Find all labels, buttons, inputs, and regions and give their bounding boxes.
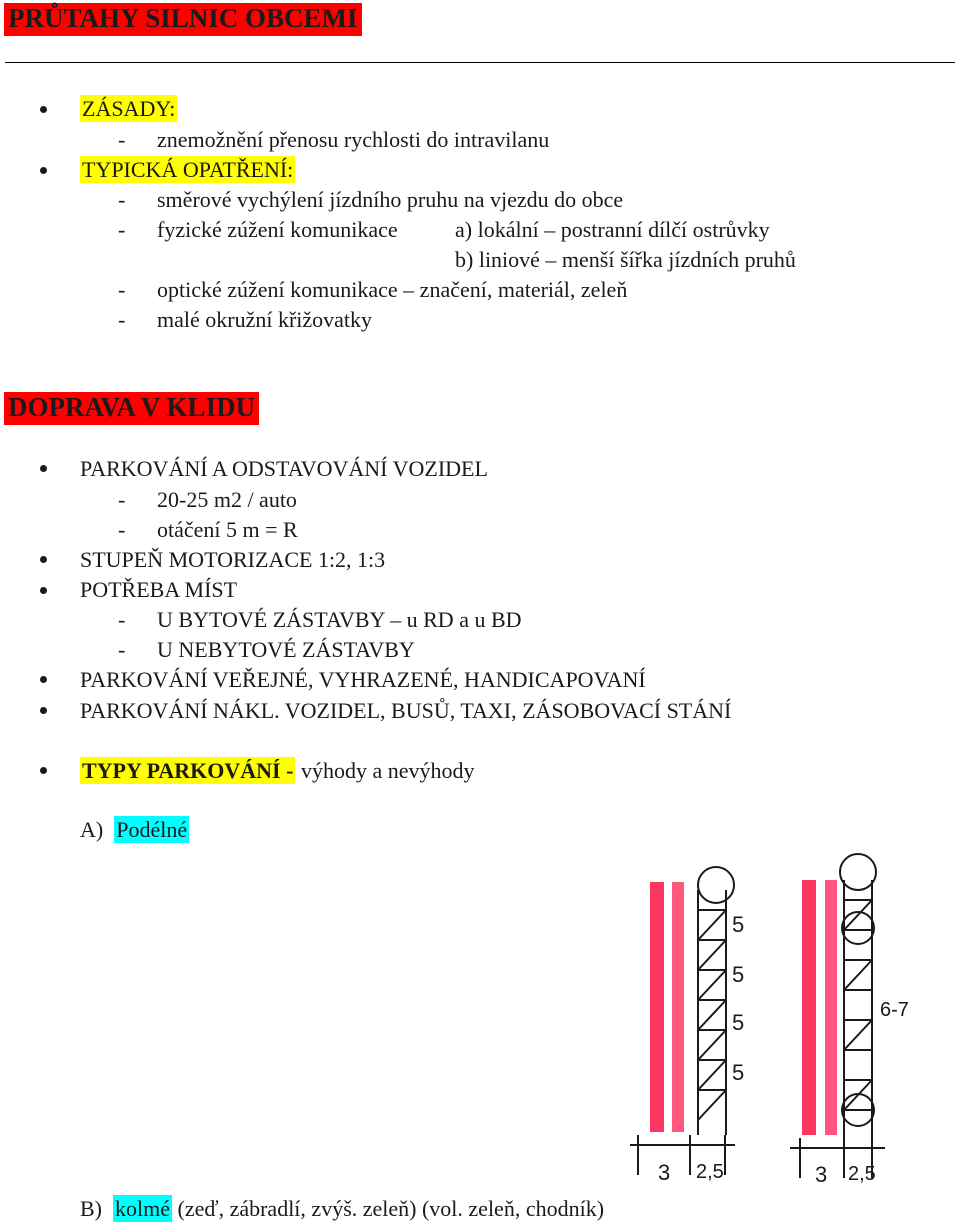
dash: -: [118, 187, 126, 212]
potreba-mist: POTŘEBA MÍST: [80, 577, 238, 602]
dash: -: [118, 607, 126, 632]
header-rule: [5, 62, 955, 63]
dash: -: [118, 277, 126, 302]
red-strip: [650, 882, 664, 1132]
dimension-label: 3: [815, 1162, 828, 1187]
bullet: [40, 556, 47, 563]
hatched-column: [698, 890, 726, 1135]
sketch-number: 5: [732, 1060, 745, 1085]
bullet: [40, 167, 47, 174]
bullet: [40, 707, 47, 714]
dimension-label: 3: [658, 1160, 671, 1185]
parking-sketch: [610, 840, 920, 1190]
hatched-column: [844, 880, 872, 1140]
opatreni-item-1: směrové vychýlení jízdního pruhu na vjezdu do obce: [157, 187, 624, 212]
dash: -: [118, 127, 126, 152]
opatreni-item-4: malé okružní křižovatky: [157, 307, 373, 332]
page-title: PRŮTAHY SILNIC OBCEMI: [4, 3, 362, 36]
dash: -: [118, 517, 126, 542]
red-strip: [672, 882, 684, 1132]
parkovani-item-2: otáčení 5 m = R: [157, 517, 298, 542]
potreba-item-1: U BYTOVÉ ZÁSTAVBY – u RD a u BD: [157, 607, 522, 632]
bullet: [40, 767, 47, 774]
parkovani-verejne: PARKOVÁNÍ VEŘEJNÉ, VYHRAZENÉ, HANDICAPOVANÍ: [80, 667, 646, 692]
bullet: [40, 676, 47, 683]
opatreni-sub-b: b) liniové – menší šířka jízdních pruhů: [455, 247, 796, 272]
dash: -: [118, 307, 126, 332]
opatreni-sub-a: a) lokální – postranní dílčí ostrůvky: [455, 217, 770, 242]
zasady-item: znemožnění přenosu rychlosti do intravilanu: [157, 127, 550, 152]
sketch-number: 6-7: [880, 999, 909, 1021]
sketch-number: 5: [732, 1010, 745, 1035]
stupen-motorizace: STUPEŇ MOTORIZACE 1:2, 1:3: [80, 547, 386, 572]
potreba-item-2: U NEBYTOVÉ ZÁSTAVBY: [157, 637, 415, 662]
dash: -: [118, 637, 126, 662]
section-title-doprava: DOPRAVA V KLIDU: [4, 392, 259, 425]
bullet: [40, 587, 47, 594]
parkovani-item-1: 20-25 m2 / auto: [157, 487, 297, 512]
dash: -: [118, 217, 126, 242]
dash: -: [118, 487, 126, 512]
typicka-label: TYPICKÁ OPATŘENÍ:: [82, 157, 294, 182]
opatreni-item-3: optické zúžení komunikace – značení, materiál, zeleň: [157, 277, 628, 302]
typy-parkovani: TYPY PARKOVÁNÍ - výhody a nevýhody: [82, 758, 475, 783]
red-strip: [802, 880, 816, 1135]
parkovani-heading: PARKOVÁNÍ A ODSTAVOVÁNÍ VOZIDEL: [80, 456, 488, 481]
bullet: [40, 465, 47, 472]
zasady-label: ZÁSADY:: [82, 96, 176, 121]
turning-circle: [698, 867, 734, 903]
turning-circle: [840, 854, 876, 890]
red-strip: [825, 880, 837, 1135]
dimension-label: 2,5: [848, 1163, 876, 1185]
opatreni-item-2: fyzické zúžení komunikace: [157, 217, 398, 242]
sketch-number: 5: [732, 912, 745, 937]
parkovani-nakl: PARKOVÁNÍ NÁKL. VOZIDEL, BUSŮ, TAXI, ZÁSOBOVACÍ STÁNÍ: [80, 698, 732, 723]
typ-a: A) Podélné: [80, 817, 188, 842]
typ-b: B) kolmé (zeď, zábradlí, zvýš. zeleň) (vol. zeleň, chodník): [80, 1196, 605, 1221]
sketch-number: 5: [732, 962, 745, 987]
bullet: [40, 106, 47, 113]
dimension-label: 2,5: [696, 1161, 724, 1183]
